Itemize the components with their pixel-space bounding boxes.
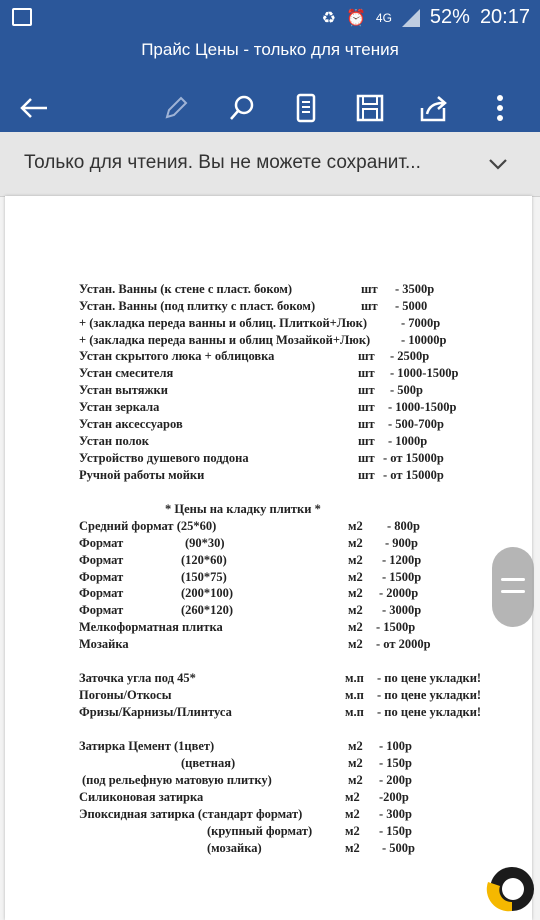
row-item: Силиконовая затирка [79,790,204,804]
row-unit: шт [361,299,378,313]
row-price: -200р [379,790,409,804]
row-price: - 500р [390,383,423,397]
row-item: Устан зеркала [79,400,160,414]
mobile-view-icon[interactable] [286,88,326,128]
document-page[interactable] [5,196,532,920]
gallery-icon [12,8,32,26]
chevron-down-icon[interactable] [486,152,510,176]
row-price: - 1200р [382,553,422,567]
row-item: Устан смесителя [79,366,174,380]
row-size: (120*60) [181,553,227,567]
row-unit: м2 [348,637,363,651]
row-item: Устан. Ванны (под плитку с пласт. боком) [79,299,316,313]
row-unit: шт [358,451,375,465]
row-unit: шт [358,349,375,363]
row-item: (цветная) [181,756,236,770]
row-unit: м2 [348,773,363,787]
row-price: - 100р [379,739,412,753]
network-type: 4G [375,10,392,25]
row-price: - 1000р [388,434,428,448]
row-price: - 300р [379,807,412,821]
row-unit: м2 [348,536,363,550]
row-item: Устройство душевого поддона [79,451,249,465]
signal-icon [402,9,420,27]
row-price: - 900р [385,536,418,550]
row-item: Устан вытяжки [79,383,168,397]
row-size: (90*30) [185,536,225,550]
row-price: - по цене укладки! [377,671,482,685]
row-unit: шт [358,383,375,397]
row-price: - 500-700р [388,417,444,431]
scroll-handle[interactable] [492,547,534,627]
row-unit: м.п [345,688,364,702]
row-unit: м2 [345,790,360,804]
row-price: - 1500р [382,570,422,584]
more-vertical-icon[interactable] [480,88,520,128]
row-unit: м2 [348,570,363,584]
share-icon[interactable] [414,88,454,128]
row-item: + (закладка переда ванны и облиц Мозайкой+Люк) [79,333,371,347]
row-size: (200*100) [181,586,234,600]
row-item: Мелкоформатная плитка [79,620,223,634]
row-price: - 500р [382,841,415,855]
status-bar [0,0,540,36]
row-unit: м2 [345,841,360,855]
row-price: - 7000р [401,316,441,330]
row-price: - 800р [387,519,420,533]
alarm-icon: ⏰ [345,9,366,27]
row-unit: шт [358,468,375,482]
row-unit: шт [358,400,375,414]
document-title: Прайс Цены - только для чтения [141,40,399,59]
app-logo-icon [486,864,536,914]
row-unit: шт [358,434,375,448]
row-price: - 2500р [390,349,430,363]
row-item: Формат [79,603,124,617]
row-price: - 3000р [382,603,422,617]
row-item: Средний формат (25*60) [79,519,217,533]
row-unit: м2 [345,824,360,838]
row-unit: шт [361,282,378,296]
row-price: - 1000-1500р [390,366,459,380]
row-unit: м2 [348,586,363,600]
row-item: (под рельефную матовую плитку) [82,773,272,787]
row-unit: м2 [348,739,363,753]
search-icon[interactable] [222,88,262,128]
row-price: - по цене укладки! [377,688,482,702]
row-unit: м2 [348,603,363,617]
row-unit: м2 [348,553,363,567]
row-size: (150*75) [181,570,227,584]
read-only-notice-text: Только для чтения. Вы не можете сохранит... [24,152,421,173]
row-unit: м2 [348,620,363,634]
row-item: Эпоксидная затирка (стандарт формат) [79,807,303,821]
row-price: - 5000 [395,299,428,313]
row-size: (260*120) [181,603,234,617]
save-icon[interactable] [350,88,390,128]
row-unit: шт [358,417,375,431]
row-item: Устан полок [79,434,149,448]
row-item: Формат [79,570,124,584]
row-unit: м2 [348,519,363,533]
read-only-notice[interactable] [0,132,540,197]
row-unit: м.п [345,671,364,685]
row-price: - от 15000р [383,468,444,482]
row-item: Формат [79,586,124,600]
row-unit: шт [358,366,375,380]
row-item: Ручной работы мойки [79,468,205,482]
back-arrow-icon[interactable] [14,88,54,128]
row-item: (мозайка) [207,841,262,855]
app-header [0,36,540,132]
row-price: - 150р [379,824,412,838]
row-item: Затирка Цемент (1цвет) [79,739,215,753]
row-price: - 1500р [376,620,416,634]
row-price: - от 15000р [383,451,444,465]
row-price: - 150р [379,756,412,770]
row-item: Мозайка [79,637,129,651]
row-item: Устан аксессуаров [79,417,183,431]
row-price: - 3500р [395,282,435,296]
row-price: - 200р [379,773,412,787]
row-price: - 1000-1500р [388,400,457,414]
row-item: Устан скрытого люка + облицовка [79,349,275,363]
row-item: Фризы/Карнизы/Плинтуса [79,705,232,719]
row-item: Формат [79,553,124,567]
row-price: - 10000р [401,333,447,347]
row-unit: м2 [348,756,363,770]
battery-percent: 52% [429,6,470,28]
edit-pen-icon[interactable] [156,88,196,128]
recycle-icon: ♻ [321,9,336,27]
row-item: Заточка угла под 45* [79,671,196,685]
row-item: (крупный формат) [207,824,313,838]
row-unit: м2 [345,807,360,821]
row-price: - от 2000р [376,637,431,651]
row-item: Погоны/Откосы [79,688,172,702]
row-item: Формат [79,536,124,550]
toolbar [0,92,540,132]
clock: 20:17 [479,6,530,28]
row-item: Устан. Ванны (к стене с пласт. боком) [79,282,293,296]
section-heading: * Цены на кладку плитки * [165,502,321,516]
row-item: + (закладка переда ванны и облиц. Плиткой+Люк) [79,316,368,330]
row-price: - 2000р [379,586,419,600]
row-price: - по цене укладки! [377,705,482,719]
row-unit: м.п [345,705,364,719]
